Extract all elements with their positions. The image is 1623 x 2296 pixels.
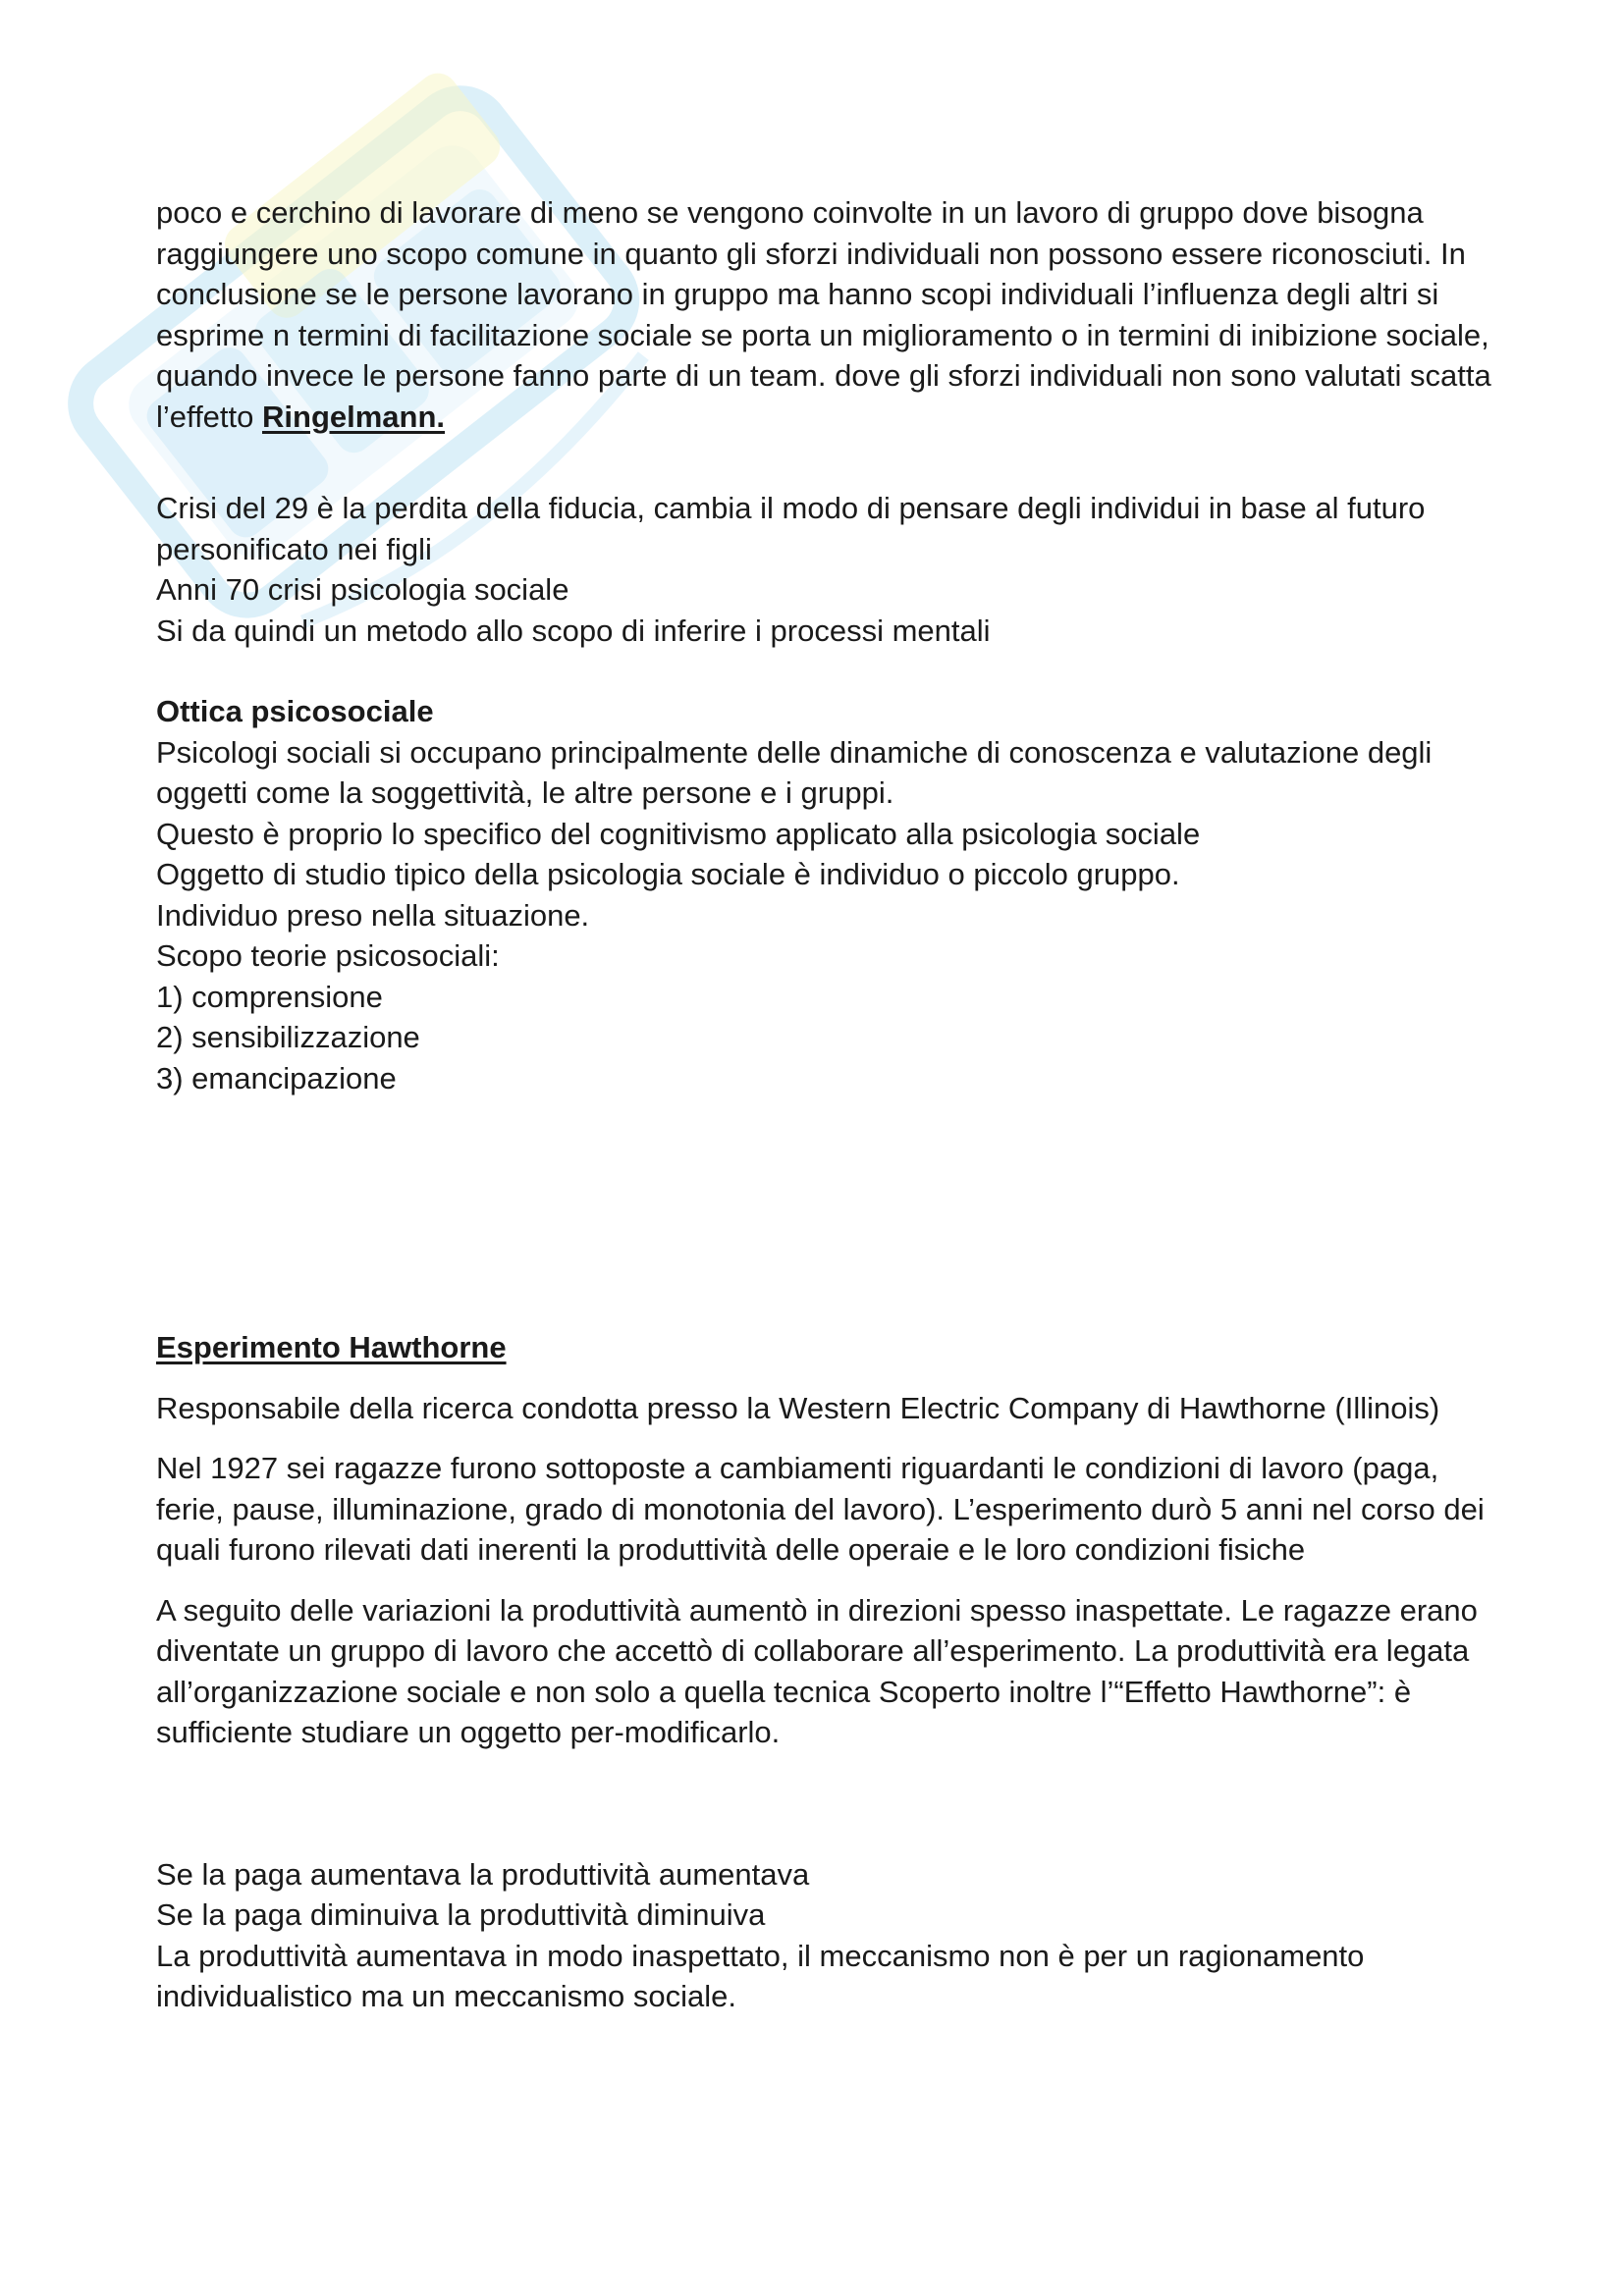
- hawthorne-title: Esperimento Hawthorne: [156, 1330, 507, 1364]
- crisis-line-1: Crisi del 29 è la perdita della fiducia, cambia il modo di pensare degli individui in base al futuro personificato nei figli: [156, 491, 1426, 566]
- crisis-line-3: Si da quindi un metodo allo scopo di inferire i processi mentali: [156, 613, 991, 648]
- list-item-3: 3) emancipazione: [156, 1060, 397, 1095]
- intro-paragraph: [156, 192, 1491, 437]
- ottica-section: [156, 691, 1491, 1098]
- conclusion-block: [156, 1854, 1491, 2017]
- document-page: [156, 192, 1491, 2017]
- ottica-line-4: Individuo preso nella situazione.: [156, 897, 590, 933]
- crisis-block: [156, 488, 1491, 651]
- ottica-title: Ottica psicosociale: [156, 694, 434, 728]
- crisis-line-2: Anni 70 crisi psicologia sociale: [156, 572, 569, 607]
- hawthorne-paragraph-2: Nel 1927 sei ragazze furono sottoposte a cambiamenti riguardanti le condizioni di lavoro (paga, ferie, pause, illuminazione, grado di monotonia del lavoro). L’esperimento durò 5 anni nel corso dei quali furono rilevati dati inerenti la produttività delle operaie e le loro condizioni fisiche: [156, 1451, 1485, 1567]
- intro-text: poco e cerchino di lavorare di meno se vengono coinvolte in un lavoro di gruppo dove bisogna raggiungere uno scopo comune in quanto gli sforzi individuali non possono essere riconosciuti. In conclusione se le persone lavorano in gruppo ma hanno scopi individuali l’influenza degli altri si esprime n termini di facilitazione sociale se porta un miglioramento o in termini di inibizione sociale, quando invece le persone fanno parte di un team. dove gli sforzi individuali non sono valutati scatta l’effetto: [156, 195, 1491, 434]
- hawthorne-paragraph-3: A seguito delle variazioni la produttività aumentò in direzioni spesso inaspettate. Le ragazze erano diventate un gruppo di lavoro che accettò di collaborare all’esperimento. La produttività era legata all’organizzazione sociale e non solo a quella tecnica Scoperto inoltre l’“Effetto Hawthorne”: è sufficiente studiare un oggetto per-modificarlo.: [156, 1592, 1478, 1749]
- hawthorne-paragraph-1: Responsabile della ricerca condotta presso la Western Electric Company di Hawthorne (Illinois): [156, 1390, 1440, 1425]
- conclusion-line-3: La produttività aumentava in modo inaspettato, il meccanismo non è per un ragionamento individualistico ma un meccanismo sociale.: [156, 1938, 1365, 2013]
- ottica-line-2: Questo è proprio lo specifico del cognitivismo applicato alla psicologia sociale: [156, 816, 1201, 851]
- conclusion-line-1: Se la paga aumentava la produttività aumentava: [156, 1856, 810, 1892]
- list-item-1: 1) comprensione: [156, 979, 383, 1014]
- ottica-line-5: Scopo teorie psicosociali:: [156, 938, 500, 973]
- ottica-line-3: Oggetto di studio tipico della psicologia sociale è individuo o piccolo gruppo.: [156, 857, 1180, 891]
- hawthorne-section: [156, 1327, 1491, 1753]
- conclusion-line-2: Se la paga diminuiva la produttività diminuiva: [156, 1897, 766, 1932]
- ottica-line-1: Psicologi sociali si occupano principalmente delle dinamiche di conoscenza e valutazione degli oggetti come la soggettività, le altre persone e i gruppi.: [156, 734, 1433, 810]
- ringelmann-emphasis: Ringelmann.: [262, 399, 446, 434]
- list-item-2: 2) sensibilizzazione: [156, 1020, 420, 1054]
